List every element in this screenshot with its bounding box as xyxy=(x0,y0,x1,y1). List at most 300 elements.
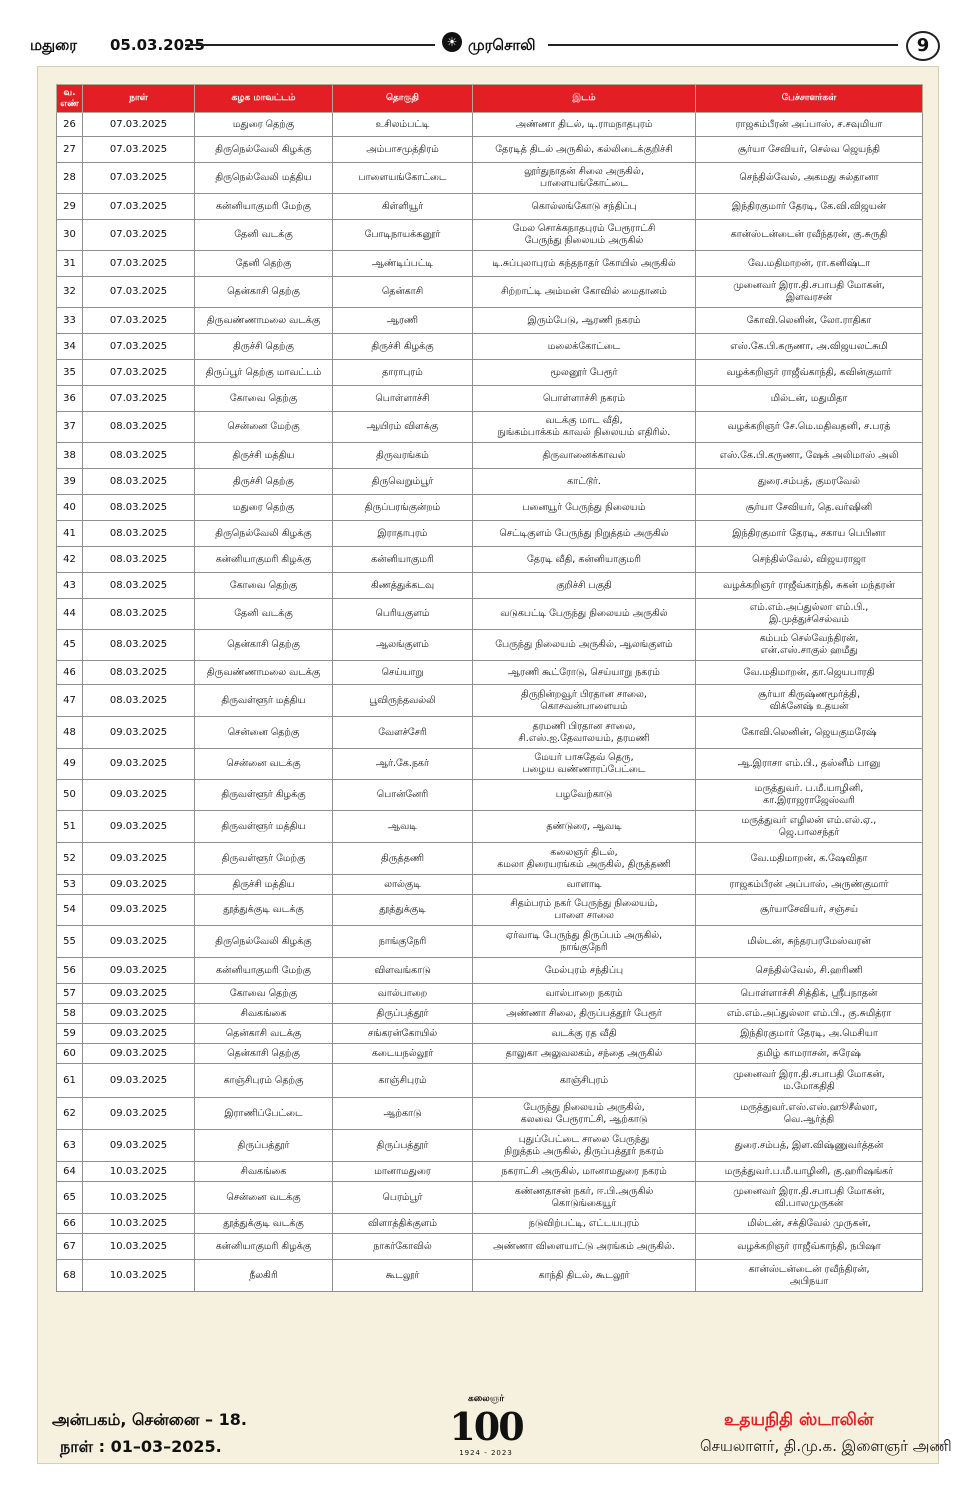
cell-venue: திருநின்றவூர் பிரதான சாலை, கொசவன்பாளையம் xyxy=(473,685,696,717)
cell-date: 08.03.2025 xyxy=(83,412,195,443)
cell-date: 09.03.2025 xyxy=(83,843,195,875)
cell-district: தேனி வடக்கு xyxy=(195,220,333,251)
cell-serial: 51 xyxy=(57,811,83,843)
cell-venue: மேயர் பாசுதேவ் தெரு, பழைய வண்ணாரப்பேட்டை xyxy=(473,749,696,780)
cell-speakers: மருத்துவர். ப.மீ.யாழினி, கா.இராஜராஜேஸ்வரி xyxy=(696,780,923,811)
table-row xyxy=(57,547,923,573)
masthead xyxy=(0,0,972,62)
cell-serial: 27 xyxy=(57,137,83,163)
cell-serial: 42 xyxy=(57,547,83,573)
cell-speakers: இந்திரகுமார் தேரடி, சகாய பெபினா xyxy=(696,521,923,547)
cell-serial: 37 xyxy=(57,412,83,443)
cell-date: 09.03.2025 xyxy=(83,1024,195,1044)
masthead-rule-left xyxy=(185,44,435,46)
cell-district: சென்னை தெற்கு xyxy=(195,717,333,749)
cell-speakers: மில்டன், சுந்தரபரமேஸ்வரன் xyxy=(696,926,923,958)
cell-district: திருவள்ளூர் மேற்கு xyxy=(195,843,333,875)
table-row xyxy=(57,630,923,661)
table-row xyxy=(57,875,923,895)
cell-venue: காட்டூர். xyxy=(473,469,696,495)
cell-date: 09.03.2025 xyxy=(83,1004,195,1024)
cell-venue: நகராட்சி அருகில், மானாமதுரை நகரம் xyxy=(473,1162,696,1182)
table-row xyxy=(57,1024,923,1044)
cell-constituency: திருப்பத்தூர் xyxy=(333,1130,473,1162)
cell-serial: 52 xyxy=(57,843,83,875)
cell-constituency: விளவங்காடு xyxy=(333,958,473,984)
cell-serial: 66 xyxy=(57,1214,83,1234)
cell-constituency: திருத்தணி xyxy=(333,843,473,875)
cell-constituency: திருவரங்கம் xyxy=(333,443,473,469)
cell-venue: மலைக்கோட்டை xyxy=(473,334,696,360)
table-row xyxy=(57,521,923,547)
cell-serial: 43 xyxy=(57,573,83,599)
cell-district: திருநெல்வேலி மத்திய xyxy=(195,163,333,194)
cell-venue: மேல்புரம் சந்திப்பு xyxy=(473,958,696,984)
cell-serial: 38 xyxy=(57,443,83,469)
cell-constituency: கிணத்துக்கடவு xyxy=(333,573,473,599)
cell-date: 07.03.2025 xyxy=(83,113,195,137)
cell-venue: இரும்பேடு, ஆரணி நகரம் xyxy=(473,308,696,334)
header-date: நாள் xyxy=(83,85,195,113)
table-row xyxy=(57,1044,923,1064)
header-speakers: பேச்சாளர்கள் xyxy=(696,85,923,113)
cell-constituency: பொள்ளாச்சி xyxy=(333,386,473,412)
cell-constituency: லால்குடி xyxy=(333,875,473,895)
cell-speakers: வே.மதிமாறன், க.ஷேவிதா xyxy=(696,843,923,875)
table-row xyxy=(57,1098,923,1130)
cell-serial: 30 xyxy=(57,220,83,251)
emblem-title: கலைஞர் xyxy=(467,1394,505,1404)
cell-venue: வால்பாறை நகரம் xyxy=(473,984,696,1004)
table-row xyxy=(57,1234,923,1260)
cell-venue: காந்தி திடல், கூடலூர் xyxy=(473,1260,696,1292)
cell-serial: 54 xyxy=(57,895,83,926)
cell-date: 10.03.2025 xyxy=(83,1214,195,1234)
cell-venue: சிற்றாட்டி அம்மன் கோவில் மைதானம் xyxy=(473,277,696,308)
cell-venue: காஞ்சிபுரம் xyxy=(473,1064,696,1098)
cell-district: திருவண்ணாமலை வடக்கு xyxy=(195,308,333,334)
cell-date: 07.03.2025 xyxy=(83,334,195,360)
cell-district: திருவண்ணாமலை வடக்கு xyxy=(195,661,333,685)
table-row xyxy=(57,251,923,277)
cell-speakers: இந்திரகுமார் தேரடி, அ.மெசியா xyxy=(696,1024,923,1044)
cell-venue: ஏர்வாடி பேருந்து திருப்பம் அருகில், நாங்குநேரி xyxy=(473,926,696,958)
cell-venue: பேருந்து நிலையம் அருகில், கலவை பேரூராட்சி, ஆற்காடு xyxy=(473,1098,696,1130)
cell-date: 08.03.2025 xyxy=(83,547,195,573)
cell-speakers: முனைவர் இரா.தி.சபாபதி மோகன், ம.மோகதிதி xyxy=(696,1064,923,1098)
cell-speakers: முனைவர் இரா.தி.சபாபதி மோகன், இளவரசன் xyxy=(696,277,923,308)
cell-date: 10.03.2025 xyxy=(83,1162,195,1182)
cell-constituency: காஞ்சிபுரம் xyxy=(333,1064,473,1098)
masthead-paper-name: முரசொலி xyxy=(468,36,536,54)
cell-constituency: தூத்துக்குடி xyxy=(333,895,473,926)
cell-district: சென்னை மேற்கு xyxy=(195,412,333,443)
cell-serial: 59 xyxy=(57,1024,83,1044)
cell-speakers: ஆ.இராசா எம்.பி., தஸ்னீம் பானு xyxy=(696,749,923,780)
cell-district: தென்காசி தெற்கு xyxy=(195,1044,333,1064)
table-row xyxy=(57,443,923,469)
table-row xyxy=(57,599,923,630)
header-venue: இடம் xyxy=(473,85,696,113)
cell-district: திருச்சி தெற்கு xyxy=(195,334,333,360)
table-row xyxy=(57,334,923,360)
cell-venue: கண்ணதாசன் நகர், ஈ.பி.அருகில் கொடுங்கையூர் xyxy=(473,1182,696,1214)
cell-date: 09.03.2025 xyxy=(83,811,195,843)
cell-date: 09.03.2025 xyxy=(83,1130,195,1162)
cell-serial: 35 xyxy=(57,360,83,386)
cell-serial: 31 xyxy=(57,251,83,277)
cell-speakers: முனைவர் இரா.தி.சபாபதி மோகன், வி.பாலமுருகன் xyxy=(696,1182,923,1214)
cell-serial: 53 xyxy=(57,875,83,895)
cell-date: 07.03.2025 xyxy=(83,251,195,277)
masthead-rule-right xyxy=(548,44,898,46)
cell-district: திருவள்ளூர் மத்திய xyxy=(195,685,333,717)
cell-constituency: விளாத்திக்குளம் xyxy=(333,1214,473,1234)
cell-district: தென்காசி வடக்கு xyxy=(195,1024,333,1044)
cell-district: திருநெல்வேலி கிழக்கு xyxy=(195,137,333,163)
cell-date: 09.03.2025 xyxy=(83,717,195,749)
cell-constituency: திருப்பத்தூர் xyxy=(333,1004,473,1024)
table-row xyxy=(57,984,923,1004)
table-row xyxy=(57,843,923,875)
cell-serial: 44 xyxy=(57,599,83,630)
cell-speakers: தமிழ் காமராசன், சுரேஷ் xyxy=(696,1044,923,1064)
cell-district: திருச்சி தெற்கு xyxy=(195,469,333,495)
cell-date: 07.03.2025 xyxy=(83,308,195,334)
table-row xyxy=(57,811,923,843)
cell-constituency: இராதாபுரம் xyxy=(333,521,473,547)
cell-serial: 67 xyxy=(57,1234,83,1260)
cell-district: திருவள்ளூர் கிழக்கு xyxy=(195,780,333,811)
cell-district: திருப்பூர் தெற்கு மாவட்டம் xyxy=(195,360,333,386)
cell-district: கோவை தெற்கு xyxy=(195,573,333,599)
cell-speakers: செந்தில்வேல், சி.ஹரிணி xyxy=(696,958,923,984)
cell-speakers: மருத்துவர்.எஸ்.எஸ்.ஹூசீல்லா, வெ.ஆர்த்தி xyxy=(696,1098,923,1130)
cell-date: 07.03.2025 xyxy=(83,163,195,194)
cell-date: 09.03.2025 xyxy=(83,1064,195,1098)
cell-speakers: ராஜகம்பீரன் அப்பாஸ், அருண்குமார் xyxy=(696,875,923,895)
cell-district: கோவை தெற்கு xyxy=(195,386,333,412)
cell-constituency: பெரியகுளம் xyxy=(333,599,473,630)
cell-venue: தண்டுரை, ஆவடி xyxy=(473,811,696,843)
table-row xyxy=(57,137,923,163)
cell-serial: 46 xyxy=(57,661,83,685)
cell-district: கன்னியாகுமரி கிழக்கு xyxy=(195,547,333,573)
cell-serial: 48 xyxy=(57,717,83,749)
cell-constituency: உசிலம்பட்டி xyxy=(333,113,473,137)
table-row xyxy=(57,1214,923,1234)
cell-constituency: ஆண்டிப்பட்டி xyxy=(333,251,473,277)
footer-address: அன்பகம், சென்னை – 18. xyxy=(52,1410,247,1429)
cell-district: தூத்துக்குடி வடக்கு xyxy=(195,1214,333,1234)
table-row xyxy=(57,1130,923,1162)
cell-district: திருச்சி மத்திய xyxy=(195,875,333,895)
cell-speakers: சூர்யாசேவியர், சஞ்சய் xyxy=(696,895,923,926)
cell-venue: திருவானைக்காவல் xyxy=(473,443,696,469)
table-row xyxy=(57,1182,923,1214)
table-row xyxy=(57,780,923,811)
table-row xyxy=(57,277,923,308)
table-row xyxy=(57,220,923,251)
cell-date: 09.03.2025 xyxy=(83,780,195,811)
table-header-row xyxy=(57,85,923,113)
cell-date: 08.03.2025 xyxy=(83,469,195,495)
cell-speakers: கான்ஸ்டன்டைன் ரவீந்திரன், அபிநயா xyxy=(696,1260,923,1292)
cell-venue: டி.சுப்புலாபுரம் கந்தநாதர் கோயில் அருகில் xyxy=(473,251,696,277)
cell-serial: 60 xyxy=(57,1044,83,1064)
table-row xyxy=(57,749,923,780)
cell-speakers: மில்டன், மதுமிதா xyxy=(696,386,923,412)
cell-speakers: சூர்யா சேவியர், செல்வ ஜெயந்தி xyxy=(696,137,923,163)
cell-date: 09.03.2025 xyxy=(83,895,195,926)
cell-date: 08.03.2025 xyxy=(83,630,195,661)
cell-venue: மூலனூர் பேரூர் xyxy=(473,360,696,386)
table-row xyxy=(57,113,923,137)
cell-constituency: திருப்பரங்குன்றம் xyxy=(333,495,473,521)
cell-venue: தேரடித் திடல் அருகில், கல்லிடைக்குறிச்சி xyxy=(473,137,696,163)
cell-serial: 49 xyxy=(57,749,83,780)
table-row xyxy=(57,1004,923,1024)
cell-venue: புதுப்பேட்டை சாலை பேருந்து நிறுத்தம் அருகில், திருப்பத்தூர் நகரம் xyxy=(473,1130,696,1162)
speakers-schedule-table xyxy=(56,84,923,1292)
cell-district: கோவை தெற்கு xyxy=(195,984,333,1004)
cell-constituency: ஆரணி xyxy=(333,308,473,334)
cell-serial: 56 xyxy=(57,958,83,984)
cell-serial: 33 xyxy=(57,308,83,334)
cell-speakers: கோவி.லெனின், ஜெயகுமரேஷ் xyxy=(696,717,923,749)
cell-serial: 32 xyxy=(57,277,83,308)
cell-constituency: பெரம்பூர் xyxy=(333,1182,473,1214)
cell-date: 09.03.2025 xyxy=(83,875,195,895)
cell-serial: 26 xyxy=(57,113,83,137)
cell-speakers: எஸ்.கே.பி.கருணா, ஷேக் அலிமாஸ் அலி xyxy=(696,443,923,469)
cell-constituency: அம்பாசமுத்திரம் xyxy=(333,137,473,163)
cell-constituency: நாங்குநேரி xyxy=(333,926,473,958)
cell-venue: வாளாடி xyxy=(473,875,696,895)
cell-constituency: கன்னியாகுமரி xyxy=(333,547,473,573)
cell-date: 08.03.2025 xyxy=(83,573,195,599)
cell-speakers: வழக்கறிஞர் ராஜீவ்காந்தி, சுகன் மந்தரன் xyxy=(696,573,923,599)
cell-constituency: மானாமதுரை xyxy=(333,1162,473,1182)
rising-sun-icon: ☀ xyxy=(442,32,462,52)
cell-speakers: எம்.எம்.அப்துல்லா எம்.பி., இ.முத்துச்செல்வம் xyxy=(696,599,923,630)
cell-speakers: துரை.சம்பத், இள.விஷ்ணுவர்த்தன் xyxy=(696,1130,923,1162)
cell-venue: கலைஞர் திடல், கமலா திரையரங்கம் அருகில், திருத்தணி xyxy=(473,843,696,875)
cell-constituency: நாகர்கோவில் xyxy=(333,1234,473,1260)
cell-speakers: வே.மதிமாறன், ரா.கனிஷ்டா xyxy=(696,251,923,277)
cell-speakers: மில்டன், சக்திவேல் முருகன், xyxy=(696,1214,923,1234)
table-row xyxy=(57,308,923,334)
header-district: கழக மாவட்டம் xyxy=(195,85,333,113)
table-row xyxy=(57,717,923,749)
cell-speakers: கம்பம் செல்வேந்திரன், என்.எஸ்.சாகுல் ஹமீது xyxy=(696,630,923,661)
cell-speakers: மருத்துவர் எழிலன் எம்.எல்.ஏ., ஜெ.பாலசந்தர் xyxy=(696,811,923,843)
cell-district: தூத்துக்குடி வடக்கு xyxy=(195,895,333,926)
cell-venue: வடக்கு மாட வீதி, நுங்கம்பாக்கம் காவல் நிலையம் எதிரில். xyxy=(473,412,696,443)
emblem-number: 100 xyxy=(449,1404,523,1449)
cell-district: மதுரை தெற்கு xyxy=(195,113,333,137)
cell-serial: 57 xyxy=(57,984,83,1004)
header-serial: வ. எண் xyxy=(57,85,83,113)
cell-date: 09.03.2025 xyxy=(83,958,195,984)
cell-constituency: ஆற்காடு xyxy=(333,1098,473,1130)
cell-constituency: கிள்ளியூர் xyxy=(333,194,473,220)
cell-serial: 65 xyxy=(57,1182,83,1214)
cell-speakers: செந்தில்வேல், அகமது சுல்தானா xyxy=(696,163,923,194)
cell-speakers: கோவி.லெனின், லோ.ராதிகா xyxy=(696,308,923,334)
cell-speakers: மருத்துவர்.ப.மீ.யாழினி, கு.ஹரிஷங்கர் xyxy=(696,1162,923,1182)
cell-venue: ஆரணி கூட்ரோடு, செய்யாறு நகரம் xyxy=(473,661,696,685)
cell-serial: 45 xyxy=(57,630,83,661)
cell-venue: பொள்ளாச்சி நகரம் xyxy=(473,386,696,412)
cell-constituency: திருச்சி கிழக்கு xyxy=(333,334,473,360)
cell-constituency: ஆர்.கே.நகர் xyxy=(333,749,473,780)
cell-date: 07.03.2025 xyxy=(83,277,195,308)
cell-constituency: வேளச்சேரி xyxy=(333,717,473,749)
cell-constituency: கடையநல்லூர் xyxy=(333,1044,473,1064)
cell-constituency: பொன்னேரி xyxy=(333,780,473,811)
cell-venue: மேல சொக்கநாதபுரம் பேரூராட்சி பேருந்து நிலையம் அருகில் xyxy=(473,220,696,251)
cell-serial: 61 xyxy=(57,1064,83,1098)
cell-date: 07.03.2025 xyxy=(83,137,195,163)
cell-date: 07.03.2025 xyxy=(83,220,195,251)
cell-date: 09.03.2025 xyxy=(83,1098,195,1130)
table-row xyxy=(57,360,923,386)
cell-venue: பேருந்து நிலையம் அருகில், ஆலங்குளம் xyxy=(473,630,696,661)
cell-venue: செட்டிகுளம் பேருந்து நிறுத்தம் அருகில் xyxy=(473,521,696,547)
cell-speakers: கான்ஸ்டன்டைன் ரவீந்தரன், கு.சுருதி xyxy=(696,220,923,251)
cell-serial: 28 xyxy=(57,163,83,194)
cell-speakers: துரை.சம்பத், குமரவேல் xyxy=(696,469,923,495)
cell-constituency: திருவெறும்பூர் xyxy=(333,469,473,495)
cell-venue: குறிச்சி பகுதி xyxy=(473,573,696,599)
cell-district: காஞ்சிபுரம் தெற்கு xyxy=(195,1064,333,1098)
cell-date: 08.03.2025 xyxy=(83,443,195,469)
cell-constituency: போடிநாயக்கனூர் xyxy=(333,220,473,251)
cell-district: தேனி வடக்கு xyxy=(195,599,333,630)
table-row xyxy=(57,412,923,443)
cell-constituency: தாராபுரம் xyxy=(333,360,473,386)
cell-district: சென்னை வடக்கு xyxy=(195,1182,333,1214)
cell-constituency: பூவிருந்தவல்லி xyxy=(333,685,473,717)
cell-date: 08.03.2025 xyxy=(83,521,195,547)
table-row xyxy=(57,1064,923,1098)
table-row xyxy=(57,661,923,685)
table-row xyxy=(57,573,923,599)
cell-constituency: கூடலூர் xyxy=(333,1260,473,1292)
cell-serial: 34 xyxy=(57,334,83,360)
cell-speakers: எம்.எம்.அப்துல்லா எம்.பி., கு.சுமித்ரா xyxy=(696,1004,923,1024)
cell-date: 07.03.2025 xyxy=(83,386,195,412)
footer-date: நாள் : 01–03–2025. xyxy=(60,1437,222,1456)
cell-venue: அண்ணா திடல், டி.ராமநாதபுரம் xyxy=(473,113,696,137)
cell-date: 10.03.2025 xyxy=(83,1182,195,1214)
cell-venue: வடக்கு ரத வீதி xyxy=(473,1024,696,1044)
cell-constituency: ஆவடி xyxy=(333,811,473,843)
table-row xyxy=(57,163,923,194)
cell-constituency: ஆயிரம் விளக்கு xyxy=(333,412,473,443)
header-constituency: தொகுதி xyxy=(333,85,473,113)
masthead-city: மதுரை xyxy=(30,36,78,54)
cell-venue: பழவேற்காடு xyxy=(473,780,696,811)
cell-venue: அண்ணா சிலை, திருப்பத்தூர் பேரூர் xyxy=(473,1004,696,1024)
table-row xyxy=(57,469,923,495)
cell-date: 09.03.2025 xyxy=(83,926,195,958)
cell-constituency: செய்யாறு xyxy=(333,661,473,685)
cell-district: சிவகங்கை xyxy=(195,1004,333,1024)
cell-date: 10.03.2025 xyxy=(83,1260,195,1292)
table-row xyxy=(57,926,923,958)
cell-venue: பனையூர் பேருந்து நிலையம் xyxy=(473,495,696,521)
cell-date: 07.03.2025 xyxy=(83,194,195,220)
cell-district: திருவள்ளூர் மத்திய xyxy=(195,811,333,843)
cell-venue: நடுவிற்பட்டி, எட்டயபுரம் xyxy=(473,1214,696,1234)
cell-constituency: வால்பாறை xyxy=(333,984,473,1004)
cell-constituency: சங்கரன்கோயில் xyxy=(333,1024,473,1044)
cell-serial: 55 xyxy=(57,926,83,958)
cell-serial: 50 xyxy=(57,780,83,811)
cell-serial: 64 xyxy=(57,1162,83,1182)
cell-venue: தரமணி பிரதான சாலை, சி.எஸ்.ஐ.தேவாலயம், தரமணி xyxy=(473,717,696,749)
table-row xyxy=(57,1162,923,1182)
cell-venue: கொல்லங்கோடு சந்திப்பு xyxy=(473,194,696,220)
cell-speakers: வழக்கறிஞர் சே.மெ.மதிவதனி, ச.பரத் xyxy=(696,412,923,443)
cell-date: 08.03.2025 xyxy=(83,599,195,630)
cell-serial: 58 xyxy=(57,1004,83,1024)
cell-district: திருநெல்வேலி கிழக்கு xyxy=(195,521,333,547)
cell-speakers: ராஜகம்பீரன் அப்பாஸ், ச.சவுமியா xyxy=(696,113,923,137)
page-number: 9 xyxy=(906,31,940,61)
cell-date: 09.03.2025 xyxy=(83,1044,195,1064)
cell-serial: 41 xyxy=(57,521,83,547)
cell-district: திருநெல்வேலி கிழக்கு xyxy=(195,926,333,958)
cell-district: இராணிப்பேட்டை xyxy=(195,1098,333,1130)
cell-district: கன்னியாகுமரி கிழக்கு xyxy=(195,1234,333,1260)
cell-district: கன்னியாகுமரி மேற்கு xyxy=(195,958,333,984)
cell-speakers: செந்தில்வேல், விஜயராஜா xyxy=(696,547,923,573)
cell-venue: லூர்துநாதன் சிலை அருகில், பாளையங்கோட்டை xyxy=(473,163,696,194)
table-row xyxy=(57,958,923,984)
cell-district: நீலகிரி xyxy=(195,1260,333,1292)
footer-signatory-title: செயலாளர், தி.மு.க. இளைஞர் அணி xyxy=(700,1437,952,1455)
cell-speakers: எஸ்.கே.பி.கருணா, அ.விஜயலட்சுமி xyxy=(696,334,923,360)
table-row xyxy=(57,685,923,717)
cell-date: 10.03.2025 xyxy=(83,1234,195,1260)
cell-constituency: பாளையங்கோட்டை xyxy=(333,163,473,194)
cell-speakers: பொள்ளாச்சி சித்திக், ஸ்ரீபநாதன் xyxy=(696,984,923,1004)
cell-speakers: சூர்யா கிருஷ்ணமூர்த்தி, விக்னேஷ் உதயன் xyxy=(696,685,923,717)
kalaignar-100-emblem xyxy=(446,1393,526,1475)
footer-signatory-name: உதயநிதி ஸ்டாலின் xyxy=(724,1410,874,1430)
cell-district: தென்காசி தெற்கு xyxy=(195,630,333,661)
cell-constituency: தென்காசி xyxy=(333,277,473,308)
cell-constituency: ஆலங்குளம் xyxy=(333,630,473,661)
cell-venue: சிதம்பரம் நகர் பேருந்து நிலையம், பாளை சாலை xyxy=(473,895,696,926)
table-row xyxy=(57,895,923,926)
cell-date: 07.03.2025 xyxy=(83,360,195,386)
cell-venue: தேரடி வீதி, கன்னியாகுமரி xyxy=(473,547,696,573)
table-row xyxy=(57,386,923,412)
cell-district: மதுரை தெற்கு xyxy=(195,495,333,521)
cell-serial: 36 xyxy=(57,386,83,412)
table-row xyxy=(57,1260,923,1292)
masthead-date: 05.03.2025 xyxy=(110,36,205,54)
cell-venue: அண்ணா விளையாட்டு அரங்கம் அருகில். xyxy=(473,1234,696,1260)
cell-district: திருப்பத்தூர் xyxy=(195,1130,333,1162)
cell-district: திருச்சி மத்திய xyxy=(195,443,333,469)
cell-serial: 40 xyxy=(57,495,83,521)
cell-date: 08.03.2025 xyxy=(83,685,195,717)
